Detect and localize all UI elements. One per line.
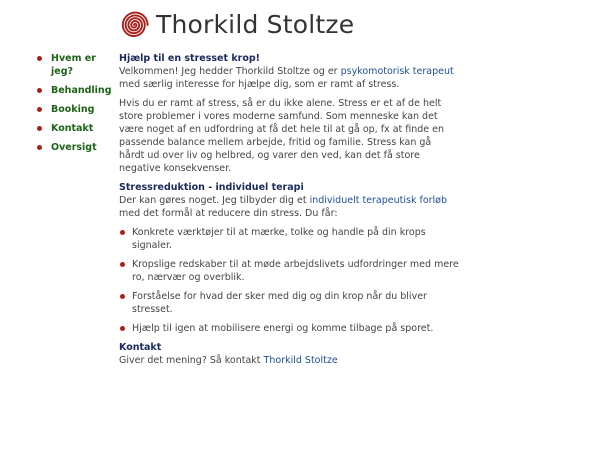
benefit-text: Forståelse for hvad der sker med dig og din krop når du bliver stresset.	[132, 291, 427, 315]
sidebar-nav	[36, 52, 112, 160]
benefits-list	[119, 226, 459, 335]
bullet-icon	[120, 262, 125, 267]
intro-p1-text-after: med særlig interesse for hjælpe dig, som er ramt af stress.	[119, 79, 400, 90]
benefit-text: Konkrete værktøjer til at mærke, tolke og handle på din krops signaler.	[132, 227, 426, 251]
list-item	[119, 290, 459, 316]
nav-item-behandling	[36, 84, 112, 97]
bullet-icon	[120, 326, 125, 331]
benefit-text: Kropslige redskaber til at møde arbejdslivets udfordringer med mere ro, nærvær og overblik.	[132, 259, 459, 283]
bullet-icon	[120, 294, 125, 299]
therapy-paragraph	[119, 194, 459, 220]
terapeutisk-forloeb-link[interactable]: individuelt terapeutisk forløb	[309, 195, 448, 206]
benefit-text: Hjælp til igen at mobilisere energi og komme tilbage på sporet.	[132, 323, 434, 334]
intro-paragraph-1	[119, 65, 459, 91]
therapy-text-after: med det formål at reducere din stress. Du får:	[119, 208, 338, 219]
nav-link-behandling[interactable]: Behandling	[51, 85, 112, 96]
intro-heading: Hjælp til en stresset krop!	[119, 53, 260, 64]
contact-text-before: Giver det mening? Så kontakt	[119, 355, 264, 366]
bullet-icon	[37, 145, 42, 150]
nav-link-kontakt[interactable]: Kontakt	[51, 123, 94, 134]
nav-link-oversigt[interactable]: Oversigt	[51, 142, 97, 153]
bullet-icon	[37, 126, 42, 131]
contact-heading: Kontakt	[119, 342, 162, 353]
contact-name-link[interactable]: Thorkild Stoltze	[263, 355, 338, 366]
nav-item-oversigt	[36, 141, 112, 154]
bullet-icon	[37, 107, 42, 112]
bullet-icon	[37, 88, 42, 93]
spiral-icon	[118, 9, 150, 41]
therapy-heading: Stressreduktion - individuel terapi	[119, 182, 304, 193]
nav-item-kontakt	[36, 122, 112, 135]
main-content	[119, 52, 459, 373]
list-item	[119, 258, 459, 284]
bullet-icon	[120, 230, 125, 235]
therapy-text-before: Der kan gøres noget. Jeg tilbyder dig et	[119, 195, 310, 206]
nav-link-booking[interactable]: Booking	[51, 104, 95, 115]
intro-paragraph-2: Hvis du er ramt af stress, så er du ikke alene. Stress er et af de helt store problemer i vores moderne samfund. Som menneske kan det være noget af en udfordring at få det hele til at gå op, fx at finde en passende balance mellem arbejde, fritid og familie. Stress kan gå hårdt ud over liv og helbred, og varer den ved, kan det få store negative konsekvenser.	[119, 98, 445, 174]
site-title: Thorkild Stoltze	[156, 10, 355, 39]
intro-p1-text-before: Velkommen! Jeg hedder Thorkild Stoltze og er	[119, 66, 341, 77]
contact-paragraph	[119, 354, 459, 367]
site-logo[interactable]	[118, 9, 354, 41]
list-item	[119, 226, 459, 252]
bullet-icon	[37, 56, 42, 61]
nav-item-booking	[36, 103, 112, 116]
psykomotorisk-terapeut-link[interactable]: psykomotorisk terapeut	[340, 66, 454, 77]
nav-link-hvem-er-jeg[interactable]: Hvem er jeg?	[51, 53, 96, 77]
list-item	[119, 322, 459, 335]
nav-item-hvem-er-jeg	[36, 52, 112, 78]
